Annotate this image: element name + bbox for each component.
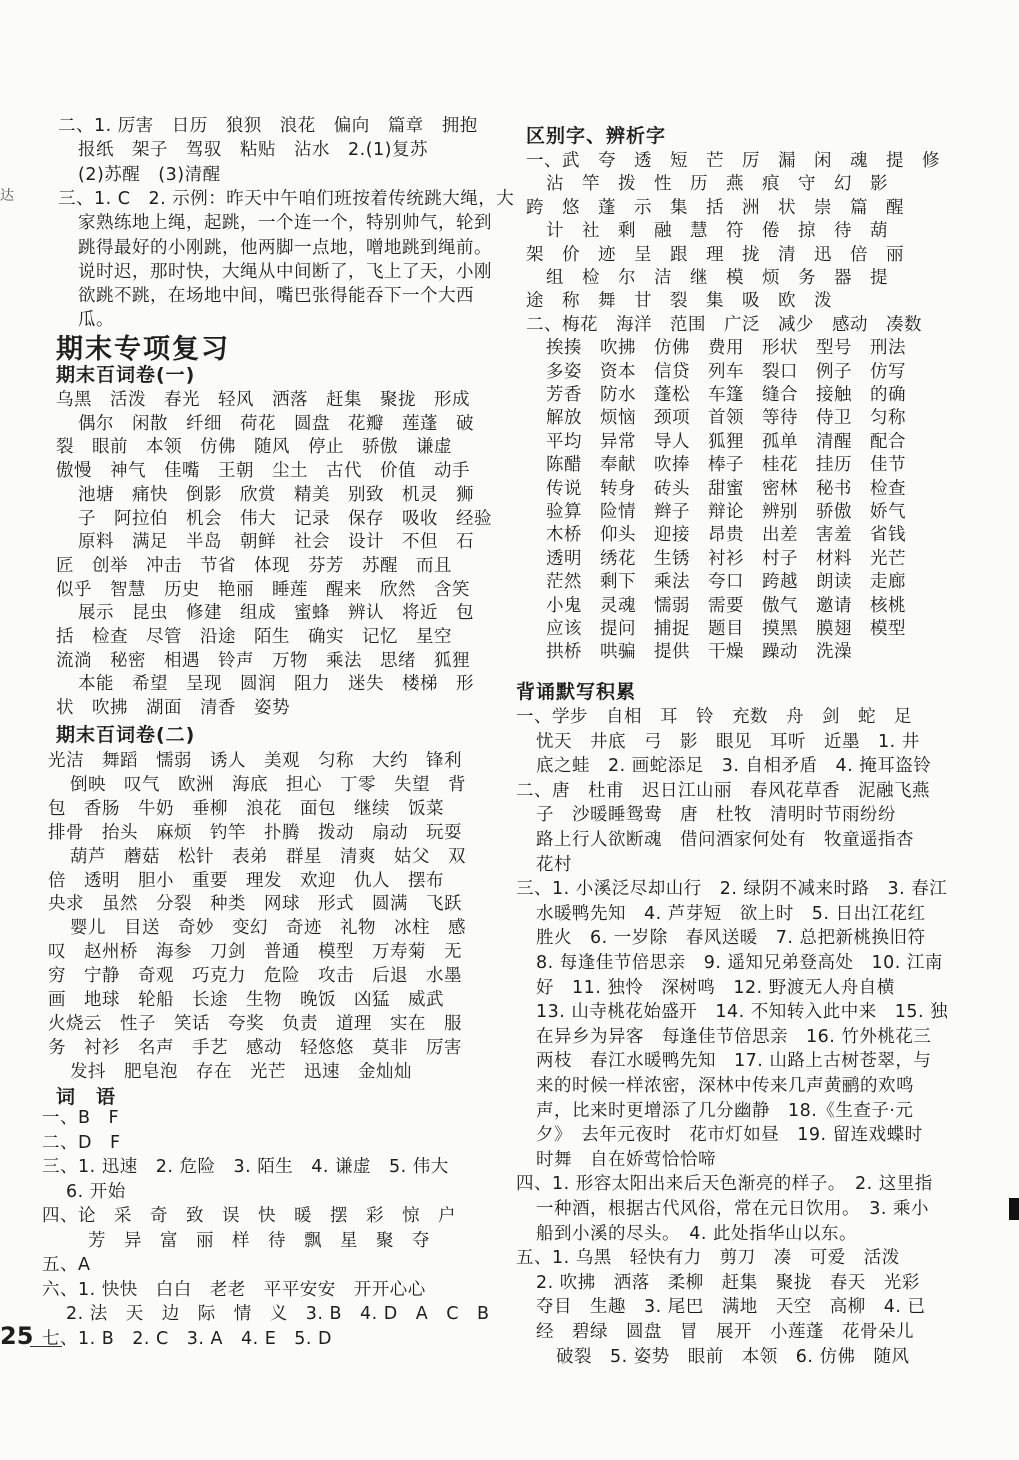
text-line: 似乎 智慧 历史 艳丽 睡莲 醒来 欣然 含笑 (56, 579, 470, 600)
text-line: 包 香肠 牛奶 垂柳 浪花 面包 继续 饭菜 (48, 798, 444, 819)
text-line: 二、D F (42, 1132, 121, 1153)
text-line: 计 社 剩 融 慧 符 倦 掠 待 葫 (546, 221, 888, 242)
text-line: 应该 提问 捕捉 题目 摸黑 膜翅 模型 (546, 619, 906, 639)
text-line: 瓜。 (78, 310, 114, 331)
page-edge-mark (1009, 1198, 1019, 1220)
text-line: 夕》 去年元夜时 花市灯如昼 19. 留连戏蝶时 (536, 1125, 923, 1146)
text-line: 光洁 舞蹈 懦弱 诱人 美观 匀称 大约 锋利 (48, 751, 462, 771)
text-line: 乌黑 活泼 春光 轻风 洒落 赶集 聚拢 形成 (56, 390, 470, 410)
section-title-recitation: 背诵默写积累 (516, 681, 637, 703)
text-line: 验算 险情 辫子 辩论 辨别 骄傲 娇气 (546, 502, 906, 522)
text-line: 途 称 舞 甘 裂 集 吸 欧 泼 (526, 291, 832, 312)
text-line: 火烧云 性子 笑话 夸奖 负责 道理 实在 服 (48, 1013, 462, 1034)
text-line: 四、1. 形容太阳出来后天色渐亮的样子。 2. 这里指 (516, 1174, 933, 1195)
text-line: 家熟练地上绳，起跳，一个连一个，特别帅气，轮到 (78, 213, 492, 234)
text-line: 芳 异 富 丽 样 待 飘 星 聚 夺 (88, 1230, 430, 1251)
text-line: 13. 山寺桃花始盛开 14. 不知转入此中来 15. 独 (536, 1002, 949, 1023)
text-line: 在异乡为异客 每逢佳节倍思亲 16. 竹外桃花三 (536, 1026, 932, 1047)
text-line: 本能 希望 呈现 圆润 阻力 迷失 楼梯 形 (78, 674, 474, 695)
text-line: 三、1. C 2. 示例：昨天中午咱们班按着传统跳大绳，大 (58, 188, 515, 209)
text-line: 欲跳不跳，在场地中间，嘴巴张得能吞下一个大西 (78, 286, 474, 307)
text-line: 破裂 5. 姿势 眼前 本领 6. 仿佛 随风 (556, 1346, 910, 1367)
text-line: 说时迟，那时快，大绳从中间断了，飞上了天，小刚 (78, 261, 492, 282)
text-line: 拱桥 哄骗 提供 干燥 躁动 洗澡 (546, 642, 852, 663)
text-line: 倒映 叹气 欧洲 海底 担心 丁零 失望 背 (70, 774, 466, 795)
text-line: 解放 烦恼 颈项 首领 等待 侍卫 匀称 (546, 408, 906, 429)
text-line: 子 阿拉伯 机会 伟大 记录 保存 吸收 经验 (78, 508, 492, 529)
text-line: 平均 异常 导人 狐狸 孤单 清醒 配合 (546, 431, 906, 452)
text-line: 底之蛙 2. 画蛇添足 3. 自相矛盾 4. 掩耳盗铃 (536, 756, 932, 777)
text-line: 一、学步 自相 耳 铃 充数 舟 剑 蛇 足 (516, 707, 912, 727)
text-line: 央求 虽然 分裂 种类 网球 形式 圆满 飞跃 (48, 894, 462, 915)
text-line: 展示 昆虫 修建 组成 蜜蜂 辨认 将近 包 (78, 603, 474, 624)
section-title-character-distinction: 区别字、辨析字 (526, 125, 667, 147)
text-line: 七、1. B 2. C 3. A 4. E 5. D (42, 1328, 333, 1349)
text-line: 6. 开始 (66, 1181, 126, 1202)
text-line: 画 地球 轮船 长途 生物 晚饭 凶猛 威武 (48, 990, 444, 1010)
text-line: 三、1. 迅速 2. 危险 3. 陌生 4. 谦虚 5. 伟大 (42, 1157, 449, 1177)
text-line: 池塘 痛快 倒影 欣赏 精美 别致 机灵 狮 (78, 484, 474, 505)
text-line: 路上行人欲断魂 借问酒家何处有 牧童遥指杏 (536, 830, 914, 850)
text-line: 船到小溪的尽头。 4. 此处指华山以东。 (536, 1223, 858, 1244)
text-line: 报纸 架子 驾驭 粘贴 沾水 2.(1)复苏 (78, 140, 428, 161)
text-line: 2. 法 天 边 际 情 义 3. B 4. D A C B (66, 1304, 490, 1324)
text-line: 状 吹拂 湖面 清香 姿势 (56, 698, 290, 719)
text-line: 胜火 6. 一岁除 春风送暖 7. 总把新桃换旧符 (536, 928, 926, 949)
text-line: 木桥 仰头 迎接 昂贵 出差 害羞 省钱 (546, 525, 906, 546)
text-line: 裂 眼前 本领 仿佛 随风 停止 骄傲 谦虚 (56, 437, 452, 458)
text-line: 叹 赵州桥 海参 刀剑 普通 模型 万寿菊 无 (48, 942, 462, 963)
text-line: (2)苏醒 (3)清醒 (78, 164, 221, 185)
text-line: 务 衬衫 名声 手艺 感动 轻悠悠 莫非 厉害 (48, 1037, 462, 1058)
main-heading: 期末专项复习 (56, 334, 230, 365)
text-line: 水暖鸭先知 4. 芦芽短 欲上时 5. 日出江花红 (536, 903, 926, 924)
text-line: 五、A (42, 1255, 91, 1275)
text-line: 跨 悠 蓬 示 集 括 洲 状 崇 篇 醒 (526, 197, 904, 218)
text-line: 时舞 自在娇莺恰恰啼 (536, 1149, 716, 1170)
text-line: 来的时候一样浓密，深林中传来几声黄鹂的欢鸣 (536, 1076, 914, 1096)
text-line: 2. 吹拂 洒落 柔柳 赶集 聚拢 春天 光彩 (536, 1272, 920, 1293)
text-line: 一、B F (42, 1108, 120, 1128)
text-line: 沾 竿 拨 性 历 燕 痕 守 幻 影 (546, 174, 888, 195)
text-line: 流淌 秘密 相遇 铃声 万物 乘法 思绪 狐狸 (56, 650, 470, 671)
text-line: 多姿 资本 信贷 列车 裂口 例子 仿写 (546, 361, 906, 382)
text-line: 穷 宁静 奇观 巧克力 危险 攻击 后退 水墨 (48, 966, 462, 987)
text-line: 传说 转身 砖头 甜蜜 密林 秘书 检查 (546, 478, 906, 499)
text-line: 葫芦 蘑菇 松针 表弟 群星 清爽 姑父 双 (70, 846, 466, 867)
text-line: 二、1. 厉害 日历 狼狈 浪花 偏向 篇章 拥抱 (58, 116, 478, 136)
text-line: 婴儿 目送 奇妙 变幻 奇迹 礼物 冰柱 感 (70, 918, 466, 939)
text-line: 8. 每逢佳节倍思亲 9. 遥知兄弟登高处 10. 江南 (536, 953, 943, 973)
text-line: 发抖 肥皂泡 存在 光芒 迅速 金灿灿 (70, 1061, 412, 1082)
text-line: 跳得最好的小刚跳，他两脚一点地，噌地跳到绳前。 (78, 237, 492, 258)
page-number-rule (30, 1346, 62, 1347)
text-line: 架 价 迹 呈 跟 理 拢 清 迅 倍 丽 (526, 244, 904, 265)
text-line: 五、1. 乌黑 轻快有力 剪刀 凑 可爱 活泼 (516, 1248, 900, 1269)
text-line: 忧天 井底 弓 影 眼见 耳听 近墨 1. 井 (536, 731, 920, 752)
section-title-word-test-one: 期末百词卷(一) (56, 364, 196, 386)
text-line: 倍 透明 胆小 重要 理发 欢迎 仇人 摆布 (48, 870, 444, 891)
section-title-word-test-two: 期末百词卷(二) (56, 724, 196, 746)
text-line: 茫然 剩下 乘法 夸口 跨越 朗读 走廊 (546, 572, 906, 593)
text-line: 二、梅花 海洋 范围 广泛 减少 感动 凑数 (526, 314, 922, 335)
text-line: 透明 绣花 生锈 衬衫 村子 材料 光芒 (546, 548, 906, 569)
text-line: 陈醋 奉献 吹捧 棒子 桂花 挂历 佳节 (546, 455, 906, 476)
text-line: 一、武 夸 透 短 芒 厉 漏 闲 魂 提 修 (526, 151, 940, 171)
text-line: 夺目 生趣 3. 尾巴 满地 天空 高柳 4. 已 (536, 1297, 926, 1318)
text-line: 匠 创举 冲击 节省 体现 芬芳 苏醒 而且 (56, 555, 452, 576)
text-line: 一种酒，根据古代风俗，常在元日饮用。 3. 乘小 (536, 1199, 930, 1219)
text-line: 偶尔 闲散 纤细 荷花 圆盘 花瓣 莲蓬 破 (78, 413, 474, 434)
text-line: 组 检 尔 洁 继 模 烦 务 器 提 (546, 268, 888, 288)
section-title-words: 词 语 (56, 1086, 117, 1108)
text-line: 花村 (536, 854, 572, 875)
text-line: 二、唐 杜甫 迟日江山丽 春风花草香 泥融飞燕 (516, 780, 930, 801)
text-line: 六、1. 快快 白白 老老 平平安安 开开心心 (42, 1279, 426, 1300)
text-line: 好 11. 独怜 深树鸣 12. 野渡无人舟自横 (536, 977, 895, 998)
text-line: 挨揍 吹拂 仿佛 费用 形状 型号 刑法 (546, 338, 906, 359)
text-line: 声，比来时更增添了几分幽静 18.《生查子·元 (536, 1100, 914, 1121)
page-edge-character: 达 (0, 188, 14, 204)
text-line: 括 检查 尽管 沿途 陌生 确实 记忆 星空 (56, 627, 452, 647)
text-line: 两枝 春江水暖鸭先知 17. 山路上古树苍翠，与 (536, 1051, 932, 1072)
text-line: 三、1. 小溪泛尽却山行 2. 绿阴不减来时路 3. 春江 (516, 879, 948, 900)
text-line: 原料 满足 半岛 朝鲜 社会 设计 不但 石 (78, 532, 474, 553)
text-line: 傲慢 神气 佳嘴 王朝 尘土 古代 价值 动手 (56, 461, 470, 482)
text-line: 经 碧绿 圆盘 冒 展开 小莲蓬 花骨朵儿 (536, 1322, 914, 1342)
text-line: 子 沙暖睡鸳鸯 唐 杜牧 清明时节雨纷纷 (536, 805, 896, 826)
text-line: 排骨 抬头 麻烦 钓竿 扑腾 拨动 扇动 玩耍 (48, 822, 462, 843)
text-line: 芳香 防水 蓬松 车篷 缝合 接触 的确 (546, 385, 906, 405)
text-line: 小鬼 灵魂 懦弱 需要 傲气 邀请 核桃 (546, 595, 906, 616)
text-line: 四、论 采 奇 致 误 快 暖 摆 彩 惊 户 (42, 1206, 456, 1226)
page-number: 25 (0, 1322, 34, 1350)
